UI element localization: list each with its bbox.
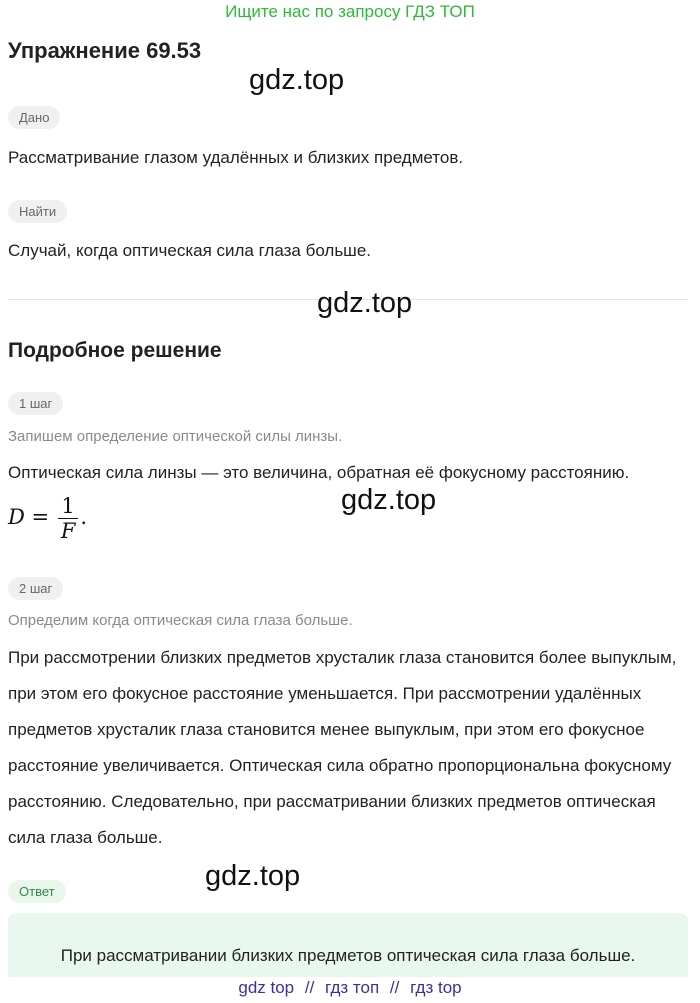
- footer-link[interactable]: гдз топ: [325, 978, 380, 997]
- solution-heading: Подробное решение: [8, 339, 222, 362]
- step2-hint: Определим когда оптическая сила глаза больше.: [8, 612, 353, 629]
- step1-hint: Запишем определение оптической силы линзы.: [8, 428, 343, 445]
- footer-links: [0, 978, 700, 998]
- step2-label: 2 шаг: [8, 577, 63, 600]
- step2-text: При рассмотрении близких предметов хрусталик глаза становится более выпуклым, при этом его фокусное расстояние уменьшается. При рассмотрении удалённых предметов хрусталик глаза становится менее выпуклым, при этом его фокусное расстояние увеличивается. Оптическая сила обратно пропорциональна фокусному расстоянию. Следовательно, при рассматривании близких предметов оптическая сила глаза больше.: [8, 648, 677, 847]
- formula-period: .: [80, 505, 88, 529]
- step1-badge: [8, 392, 63, 415]
- formula-equals: =: [31, 505, 50, 529]
- focal-power-formula: [8, 494, 87, 543]
- given-label: Дано: [8, 106, 60, 129]
- watermark: gdz.top: [341, 484, 437, 516]
- formula-denominator: F: [60, 519, 76, 543]
- footer-link[interactable]: гдз top: [410, 978, 462, 997]
- step1-text: Оптическая сила линзы — это величина, обратная её фокусному расстоянию.: [8, 463, 630, 482]
- formula-fraction: [58, 494, 79, 543]
- given-text: Рассматривание глазом удалённых и близких предметов.: [8, 148, 464, 167]
- find-badge: [8, 200, 67, 223]
- step2-badge: [8, 577, 63, 600]
- find-text: Случай, когда оптическая сила глаза больше.: [8, 241, 372, 260]
- watermark: gdz.top: [317, 287, 413, 319]
- answer-label: Ответ: [8, 880, 66, 903]
- find-label: Найти: [8, 200, 67, 223]
- answer-text: При рассматривании близких предметов оптическая сила глаза больше.: [60, 946, 636, 965]
- footer-separator: //: [304, 978, 315, 997]
- watermark: gdz.top: [249, 64, 345, 96]
- formula-numerator: 1: [58, 494, 79, 519]
- step1-label: 1 шаг: [8, 392, 63, 415]
- page-title: Упражнение 69.53: [8, 38, 202, 63]
- footer-link[interactable]: gdz top: [238, 978, 295, 997]
- watermark: gdz.top: [205, 860, 301, 892]
- footer-separator: //: [389, 978, 400, 997]
- given-badge: [8, 106, 60, 129]
- answer-box: [8, 913, 688, 977]
- search-banner[interactable]: Ищите нас по запросу ГДЗ ТОП: [225, 2, 475, 21]
- answer-badge: [8, 880, 66, 903]
- formula-lhs: D: [8, 505, 25, 529]
